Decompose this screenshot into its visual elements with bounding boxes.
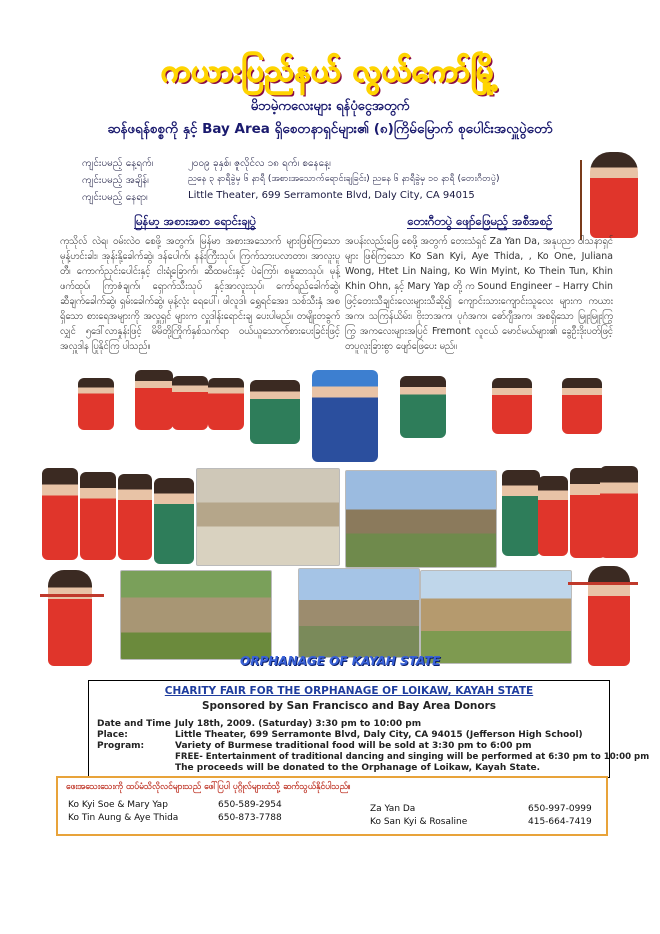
- event-info: [0, 156, 660, 206]
- music-program-heading: [345, 214, 615, 231]
- subtitle-event: ဆန်ဖရန်စစ္စကို နှင့် Bay Area ရှိစေတနာရှင်များ၏ (၈)ကြိမ်မြောက် စုပေါင်းအလှူပွဲတော်: [107, 121, 553, 137]
- children-outside-photo: [298, 568, 420, 658]
- orphanage-compound-photo: [420, 570, 572, 664]
- charity-row-value: July 18th, 2009. (Saturday) 3:30 pm to 10:00 pm: [175, 719, 422, 729]
- charity-row-value: The proceeds will be donated to the Orphanage of Loikaw, Kayah State.: [175, 763, 541, 773]
- charity-row-value: FREE- Entertainment of traditional dancing and singing will be performed at 6:30 pm to 10:00 pm: [175, 752, 650, 762]
- charity-row-key: Program:: [97, 741, 145, 751]
- dancer-photo: [80, 472, 116, 560]
- charity-row-key: Date and Time: [97, 719, 171, 729]
- contact-name: Ko Kyi Soe & Mary Yap: [68, 800, 168, 810]
- charity-row-key: Place:: [97, 730, 128, 740]
- info-row-date: [0, 156, 660, 170]
- dancer-staff-decor: [568, 582, 638, 585]
- page-title: ကယားပြည်နယ် လွယ်ကော်မြို့: [161, 53, 499, 89]
- music-program-heading-text: တေးဂီတပွဲ ဖျော်ဖြေမည့် အစီအစဉ်: [407, 214, 553, 228]
- dancer-photo: [48, 570, 92, 666]
- contact-heading: ဖေးအသေးသေးကို ထပ်မံသိလိုလင်များသည် ဖေါ်ပြပါ ပုဂ္ဂိုလ်များထံသို့ ဆက်သွယ်နိုင်ပါသည်။: [66, 782, 351, 792]
- info-value: Little Theater, 699 Serramonte Blvd, Daly City, CA 94015: [188, 190, 475, 201]
- portrait-photo: [492, 378, 532, 434]
- orphans-group-photo: [196, 468, 340, 566]
- info-value: ညနေ ၃ နာရီခွဲမှ ၆ နာရီ (အစားအသောက်ရောင်းချခြင်း) ညနေ ၆ နာရီခွဲမှ ၁၀ နာရီ (တေးဂီတပွဲ): [188, 174, 500, 184]
- info-label: ကျင်းပမည့် အချိန်၊: [82, 175, 149, 186]
- food-sale-text: ကုသိုလ် လဲရ၊ ဝမ်းလဲဝ စေဖို့ အတွက်၊ မြန်မာ အစားအသောက် များဖြစ်ကြသော မုန့်ဟင်းခါး၊ အုန်းနို့ခေါက်ဆွဲ၊ ဒန်ပေါက်၊ နန်းကြီးသုပ်၊ ကြက်သားပလာတာ၊ အာလူးပူတီ၊ ကောက်ညှင်းပေါင်းနှင့် ငါးရံ့ခြောက်၊ ဆီထမင်းနှင့် ပဲကြော်၊ စမူဆာသုပ်၊ မုန့်ဖက်ထုပ်၊ ကြာဇံချက်၊ ရှောက်သီးသုပ် နှင့်အာလူးသုပ်၊ ကော်ရည်ခေါက်ဆွဲ၊ ဆီချက်ခေါက်ဆွဲ၊ ရှမ်းခေါက်ဆွဲ၊ မုန့်လုံး ရေပေါ်၊ ဖါလူဒါ၊ ရွှေရင်အေး၊ သစ်သီးနှံ အစရှိသော စားရေအများကို အလှူရှင် များက လှူဒါန်းရောင်းချ ပေးပါမည်။ တမျိုးတခွက်လျှင် ၅ဒေါ်လာနှုန်းဖြင့် မိမိတို့ကြိုက်နှစ်သက်ရာ ဝယ်ယူသောက်စားပေးခြင်းဖြင့် အလှူဒါန ပြုနိုင်ကြ ပါသည်။: [60, 236, 340, 352]
- portrait-photo: [78, 378, 114, 430]
- charity-row: [97, 719, 607, 730]
- dancer-staff-decor: [40, 594, 104, 597]
- orphanage-building-photo: [345, 470, 497, 568]
- music-program-text: အပန်းလည်းဖြေ စေဖို့ အတွက် တေးသံရှင် Za Yan Da, အနုပညာ ဝါသနာရှင်များ ဖြစ်ကြသော Ko San Kyi, Aye Thida, , Ko One, Juliana Wong, Htet Lin Naing, Ko Win Myint, Ko Thein Tun, Khin Khin Ohn, နှင့် Mary Yap တို့ က Sound Engineer – Harry Chin ဖြင့်တေးသီချင်းလေးများသီဆို၍ ကျောင်းသားကျောင်းသူလေး များက ကယားအက၊ သကြန်ယိမ်း၊ ဗိုးဘအက၊ ပုဂံအက၊ ဓော်ဂျီအက၊ အစရှိသော မြူးမြူးကြွကြွ အကလေးများအပြင် Fremont လူငယ် မောင်မယ်များ၏ ခွေဦးဒိုးပတ်ဖြင့် တပူလူးခြားစွာ ဖျော်ဖြေပေး မည်။: [345, 236, 613, 352]
- charity-title: CHARITY FAIR FOR THE ORPHANAGE OF LOIKAW, KAYAH STATE: [164, 685, 534, 697]
- food-sale-heading-text: မြန်မာ့ အစားအစာ ရောင်းချပွဲ: [134, 214, 256, 228]
- portrait-photo: [172, 376, 208, 430]
- info-row-place: [0, 190, 660, 204]
- dancer-photo: [600, 466, 638, 558]
- charity-row-value: Variety of Burmese traditional food will be sold at 3:30 pm to 6:00 pm: [175, 741, 532, 751]
- dancer-photo: [154, 478, 194, 564]
- portrait-photo: [562, 378, 602, 434]
- contact-name: Za Yan Da: [370, 804, 416, 814]
- contact-phone: 650-873-7788: [218, 813, 282, 823]
- dancer-photo: [502, 470, 540, 556]
- dancer-photo: [538, 476, 568, 556]
- food-sale-heading: [60, 214, 330, 231]
- photo-caption: ORPHANAGE OF KAYAH STATE: [240, 654, 441, 668]
- child-photo: [400, 376, 446, 438]
- contact-name: Ko San Kyi & Rosaline: [370, 817, 468, 827]
- charity-fair-box: [88, 680, 650, 778]
- contact-box: [56, 776, 608, 836]
- orphanage-house-photo: [120, 570, 272, 660]
- info-label: ကျင်းပမည့် နေရာ၊: [82, 192, 148, 203]
- charity-row: [97, 741, 607, 752]
- charity-row: [97, 730, 607, 741]
- charity-row: [97, 763, 607, 774]
- contact-phone: 415-664-7419: [528, 817, 592, 827]
- child-with-doll-photo: [250, 380, 300, 444]
- dancer-photo: [118, 474, 152, 560]
- info-value: ၂၀၀၉ ခုနှစ်၊ ဇူလိုင်လ ၁၈ ရက်၊ စနေနေ့၊: [188, 158, 331, 169]
- costume-pair-photo: [312, 370, 378, 462]
- dancer-photo: [588, 566, 630, 666]
- contact-phone: 650-997-0999: [528, 804, 592, 814]
- dancer-photo: [42, 468, 78, 560]
- info-label: ကျင်းပမည့် နေ့ရက်၊: [82, 158, 154, 169]
- subtitle-purpose: မိဘမဲ့ကလေးများ ရန်ပုံငွေအတွက်: [250, 99, 410, 114]
- portrait-photo: [208, 378, 244, 430]
- contact-name: Ko Tin Aung & Aye Thida: [68, 813, 179, 823]
- charity-sponsor: Sponsored by San Francisco and Bay Area Donors: [201, 700, 497, 712]
- contact-phone: 650-589-2954: [218, 800, 282, 810]
- photo-collage: [40, 370, 620, 670]
- charity-row-value: Little Theater, 699 Serramonte Blvd, Daly City, CA 94015 (Jefferson High School): [175, 730, 583, 740]
- portrait-photo: [135, 370, 173, 430]
- charity-row: [97, 752, 650, 763]
- info-row-time: [0, 173, 660, 187]
